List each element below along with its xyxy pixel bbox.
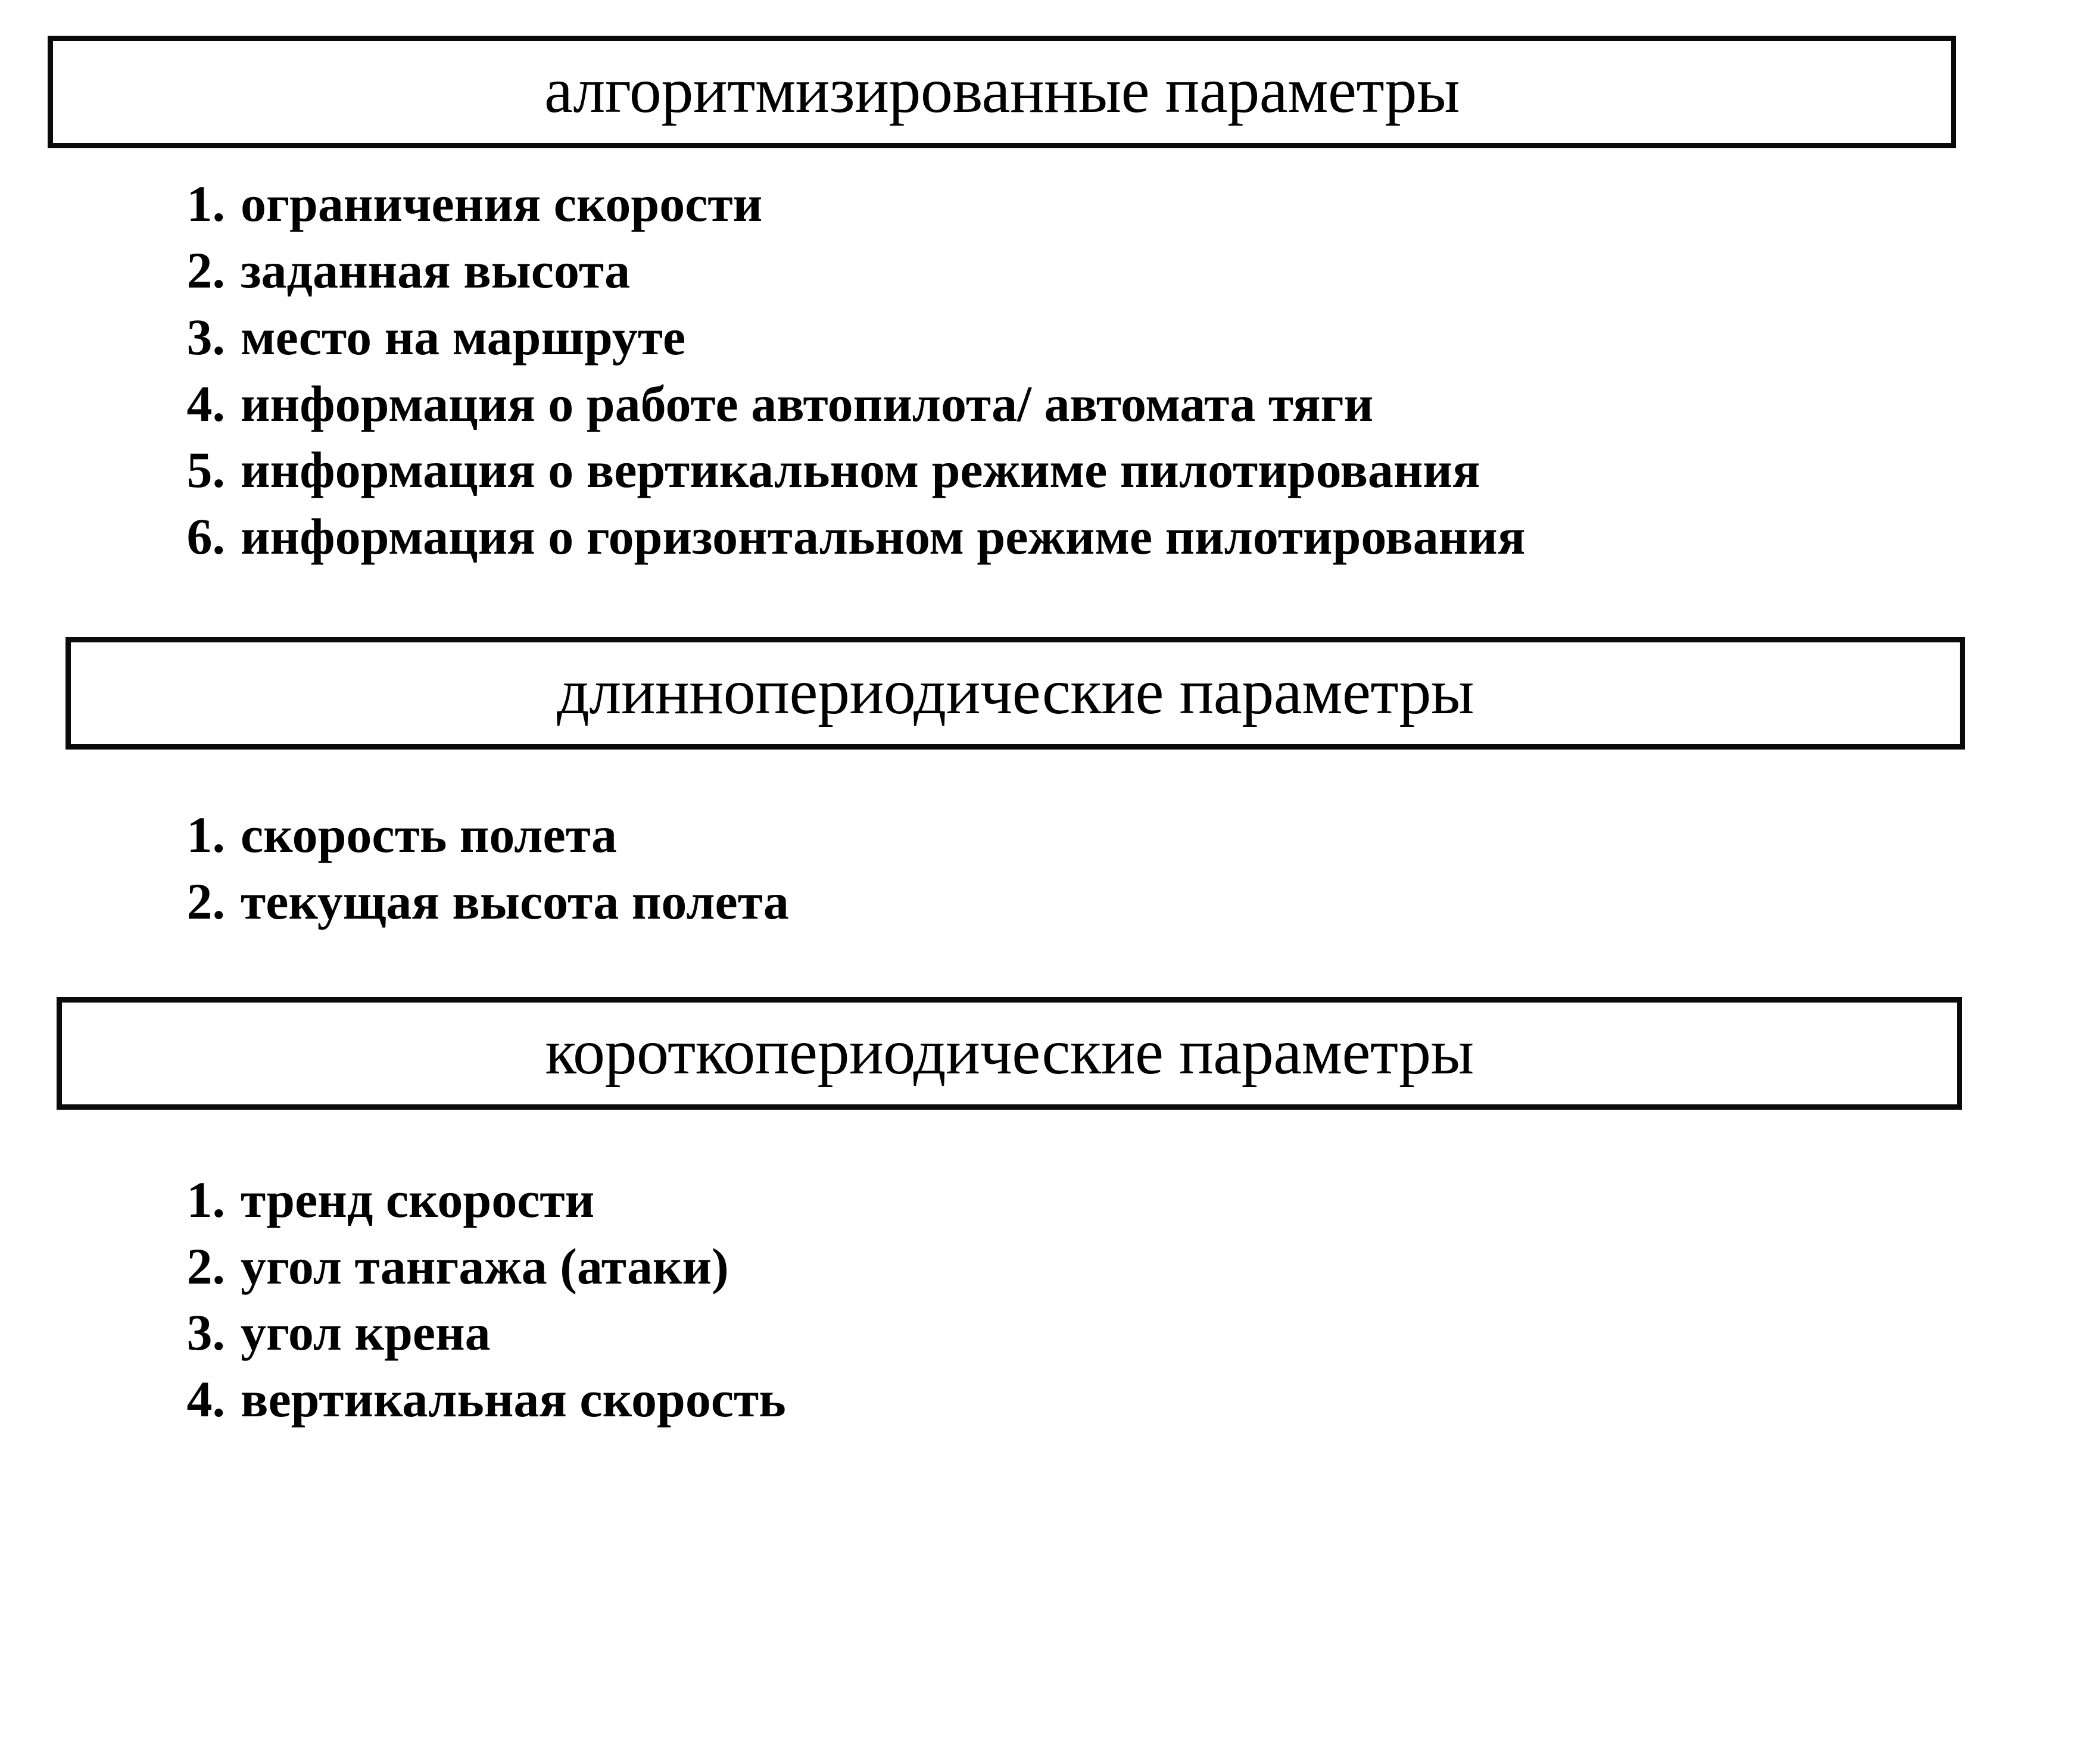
list-long-period [42, 802, 2047, 935]
list-item [155, 171, 2047, 238]
list-item [155, 1366, 2047, 1433]
list-item [155, 371, 2047, 438]
list-item [155, 1234, 2047, 1300]
section-header-short-period [57, 997, 1962, 1110]
list-item [155, 1300, 2047, 1366]
list-item-number: 4. [186, 374, 225, 432]
list-item [155, 304, 2047, 371]
list-item-label: место на маршруте [241, 308, 686, 366]
section-long-period-parameters [42, 637, 2047, 935]
section-algorithmic-parameters [42, 36, 2047, 570]
section-title-algorithmic: алгоритмизированные параметры [544, 55, 1460, 126]
section-short-period-parameters [42, 997, 2047, 1433]
list-item [155, 437, 2047, 504]
list-short-period [42, 1167, 2047, 1433]
list-item-label: скорость полета [241, 806, 617, 863]
list-item-number: 4. [186, 1370, 225, 1428]
section-header-long-period [66, 637, 1965, 750]
section-title-short-period: короткопериодические параметры [545, 1016, 1474, 1088]
list-item-number: 5. [186, 441, 225, 499]
list-item-number: 1. [186, 175, 225, 233]
list-item-label: информация о работе автопилота/ автомата тяги [241, 374, 1374, 432]
list-item [155, 1167, 2047, 1234]
list-item [155, 238, 2047, 304]
list-item-number: 6. [186, 508, 225, 566]
list-item-label: информация о вертикальном режиме пилотирования [241, 441, 1480, 499]
list-item-number: 2. [186, 1237, 225, 1295]
list-item [155, 504, 2047, 570]
list-item-label: заданная высота [241, 241, 631, 299]
list-item-number: 2. [186, 241, 225, 299]
list-item [155, 869, 2047, 935]
section-header-algorithmic [48, 36, 1956, 148]
list-item-number: 2. [186, 872, 225, 930]
list-item-label: угол тангажа (атаки) [241, 1237, 729, 1295]
list-item [155, 802, 2047, 869]
list-item-label: текущая высота полета [241, 872, 789, 930]
list-algorithmic [42, 171, 2047, 570]
list-item-label: угол крена [241, 1304, 491, 1362]
list-item-label: ограничения скорости [241, 175, 763, 233]
list-item-label: информация о горизонтальном режиме пилотирования [241, 508, 1526, 566]
list-item-label: тренд скорости [241, 1170, 595, 1228]
list-item-number: 3. [186, 1304, 225, 1362]
list-item-label: вертикальная скорость [241, 1370, 786, 1428]
section-title-long-period: длиннопериодические параметры [556, 656, 1474, 728]
list-item-number: 3. [186, 308, 225, 366]
list-item-number: 1. [186, 1170, 225, 1228]
list-item-number: 1. [186, 806, 225, 863]
